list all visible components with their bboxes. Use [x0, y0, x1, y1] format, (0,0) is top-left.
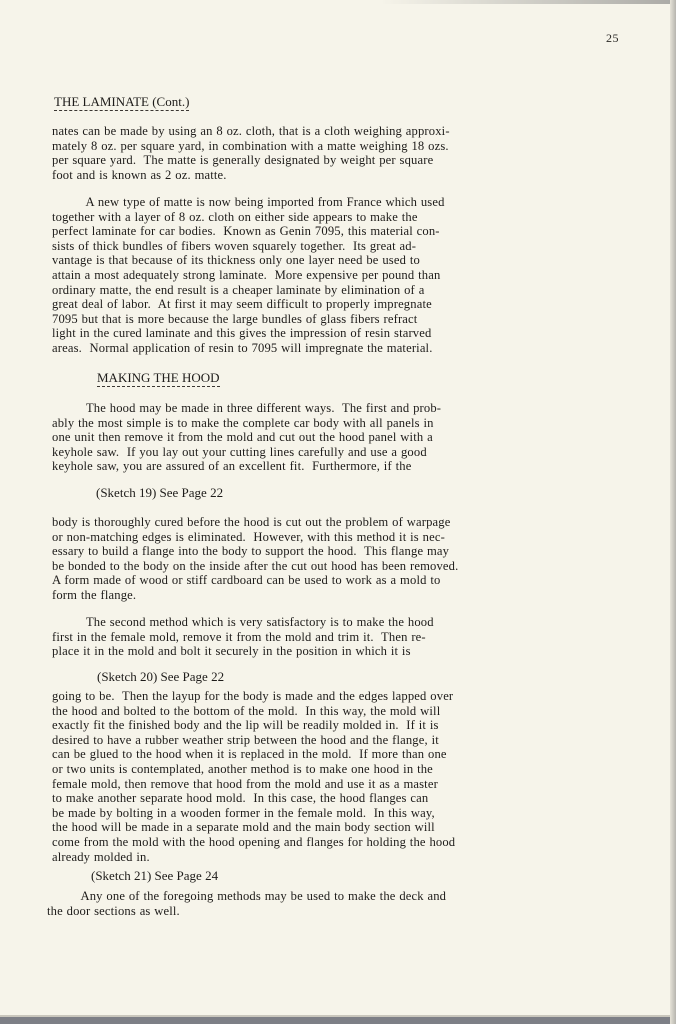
- text-line: keyhole saw. If you lay out your cutting lines carefully and use a good: [52, 444, 427, 459]
- text-line: mately 8 oz. per square yard, in combination with a matte weighing 18 ozs.: [52, 138, 449, 153]
- text-line: essary to build a flange into the body to support the hood. This flange may: [52, 544, 450, 559]
- paragraph-hood-3: [52, 615, 612, 659]
- text-line: already molded in.: [52, 849, 150, 864]
- text-line: or two units is contemplated, another method is to make one hood in the: [52, 761, 433, 776]
- text-line: ordinary matte, the end result is a cheaper laminate by elimination of a: [52, 282, 425, 297]
- text-line: vantage is that because of its thickness only one layer need be used to: [52, 253, 420, 268]
- paragraph-hood-5: [47, 889, 607, 918]
- text-line: going to be. Then the layup for the body is made and the edges lapped over: [52, 689, 454, 703]
- text-line: to make another separate hood mold. In this case, the hood flanges can: [52, 791, 429, 806]
- text-line: sists of thick bundles of fibers woven squarely together. Its great ad-: [52, 238, 417, 253]
- text-line: The second method which is very satisfactory is to make the hood: [52, 615, 434, 629]
- text-line: attain a most adequately strong laminate. More expensive per pound than: [52, 267, 441, 282]
- paragraph-laminate-1: [52, 124, 612, 182]
- text-line: foot and is known as 2 oz. matte.: [52, 167, 227, 182]
- text-line: nates can be made by using an 8 oz. cloth, that is a cloth weighing approxi-: [52, 124, 450, 138]
- page-number: 25: [606, 31, 619, 45]
- text-line: ably the most simple is to make the complete car body with all panels in: [52, 415, 434, 430]
- text-line: perfect laminate for car bodies. Known as Genin 7095, this material con-: [52, 224, 440, 239]
- sketch-reference-20: (Sketch 20) See Page 22: [97, 669, 225, 684]
- text-line: per square yard. The matte is generally designated by weight per square: [52, 153, 434, 168]
- text-line: place it in the mold and bolt it securely in the position in which it is: [52, 644, 411, 659]
- text-line: exactly fit the finished body and the lip will be readily molded in. If it is: [52, 718, 439, 733]
- text-line: keyhole saw, you are assured of an excellent fit. Furthermore, if the: [52, 459, 412, 474]
- section-heading-laminate: THE LAMINATE (Cont.): [54, 94, 190, 109]
- text-line: the hood and bolted to the bottom of the mold. In this way, the mold will: [52, 703, 441, 718]
- sketch-reference-21: (Sketch 21) See Page 24: [91, 868, 219, 883]
- text-line: be made by bolting in a wooden former in the female mold. In this way,: [52, 805, 435, 820]
- paragraph-laminate-2: [52, 195, 612, 356]
- text-line: the hood will be made in a separate mold and the main body section will: [52, 820, 435, 835]
- page-edge: [670, 0, 676, 1024]
- text-line: one unit then remove it from the mold and cut out the hood panel with a: [52, 430, 433, 445]
- text-line: together with a layer of 8 oz. cloth on either side appears to make the: [52, 209, 418, 224]
- text-line: desired to have a rubber weather strip between the hood and the flange, it: [52, 732, 439, 747]
- text-line: come from the mold with the hood opening and flanges for holding the hood: [52, 834, 456, 849]
- text-line: first in the female mold, remove it from the mold and trim it. Then re-: [52, 629, 426, 644]
- text-line: the door sections as well.: [47, 903, 180, 918]
- page-shadow: [380, 0, 676, 4]
- paragraph-hood-1: [52, 401, 612, 474]
- text-line: body is thoroughly cured before the hood is cut out the problem of warpage: [52, 515, 451, 529]
- text-line: 7095 but that is more because the large bundles of glass fibers refract: [52, 311, 418, 326]
- text-line: female mold, then remove that hood from the mold and use it as a master: [52, 776, 438, 791]
- sketch-reference-19: (Sketch 19) See Page 22: [96, 485, 224, 500]
- section-heading-making-the-hood: MAKING THE HOOD: [97, 370, 220, 385]
- text-line: great deal of labor. At first it may seem difficult to properly impregnate: [52, 297, 432, 312]
- paragraph-hood-4: [52, 689, 612, 864]
- text-line: be bonded to the body on the inside after the cut out hood has been removed.: [52, 558, 459, 573]
- paragraph-hood-2: [52, 515, 612, 603]
- text-line: Any one of the foregoing methods may be used to make the deck and: [47, 889, 447, 903]
- text-line: areas. Normal application of resin to 7095 will impregnate the material.: [52, 340, 433, 355]
- text-line: The hood may be made in three different ways. The first and prob-: [52, 401, 442, 415]
- text-line: or non-matching edges is eliminated. However, with this method it is nec-: [52, 529, 445, 544]
- text-line: A new type of matte is now being imported from France which used: [52, 195, 445, 209]
- text-line: form the flange.: [52, 587, 137, 602]
- text-line: light in the cured laminate and this gives the impression of resin starved: [52, 326, 432, 341]
- text-line: A form made of wood or stiff cardboard can be used to work as a mold to: [52, 573, 441, 588]
- text-line: can be glued to the hood when it is replaced in the mold. If more than one: [52, 747, 447, 762]
